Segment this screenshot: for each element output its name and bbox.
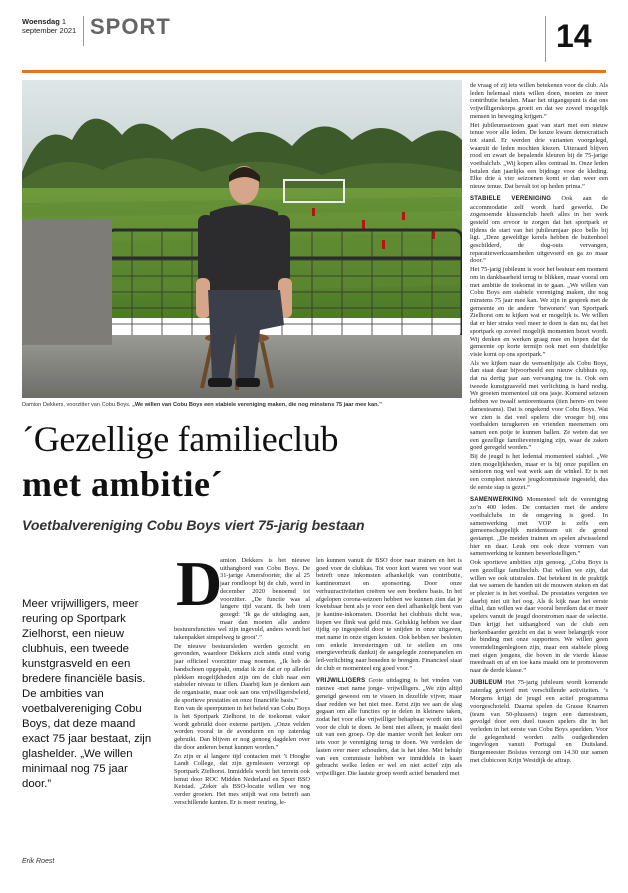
accent-rule (22, 70, 606, 73)
page-number: 14 (556, 18, 592, 54)
article-intro: Meer vrijwilligers, meer reuring op Sportpark Zielhorst, een nieuw clubhuis, een tweede kunstgrasveld en een bredere financiële basis. De ambities van voetbalvereniging Cobu Boys, dat deze maand exact 75 jaar bestaat, zijn glashelder. „We willen minimaal nog 75 jaar door.” (22, 598, 152, 790)
article-column-1 (174, 548, 310, 807)
paragraph: Zo zijn er al langere tijd contacten met ’t Hooghe Landt College, dat zijn gymlessen verzorgt op Sportpark Zielhorst. Inmiddels wordt het terrein ook benut door ROC Midden Nederland en Sport BSO Keistad. „Zeker als BSO-locatie willen we nog verder groeien. Het mes snijdt wat ons betreft aan verschillende kanten. Er is meer reuring, le- (174, 752, 310, 806)
header-month-year: september 2021 (22, 26, 77, 35)
article-title-line2: met ambitie´ (22, 464, 223, 504)
paragraph: de vraag of zij iets willen betekenen voor de club. Als leden helemaal niets willen doen, moeten ze meer contributie betalen. Maar het uitgangspunt is dat ons vrijwilligerskorps groeit en dat we zoveel mogelijk mensen in beweging krijgen.” (470, 82, 608, 120)
photo-illustration (22, 80, 462, 398)
paragraph: len kunnen vanuit de BSO door naar trainen en het is goed voor de clubkas. Tot voor kort waren we voor wat betreft onze inkomsten afhankelijk van contributie, kantineomzet en sponsoring. Door onze verhuuractiviteiten creëren we een bredere basis. In het afgelopen corona-seizoen hebben we kunnen zien dat je kwetsbaar bent als je voor een deel afhankelijk bent van je kantine-inkomsten. Doordat het clubhuis dicht was, liepen we flink wat geld mis. Gelukkig hebben we daar tijdig op ingespeeld door te snijden in onze uitgaven, met name in onze eigen kosten. Ook hebben we besloten om enkele investeringen uit te stellen en ons energieverbruik dankzij de aangelegde zonnepanelen en led-verlichting naar beneden te brengen. Financieel staat de club er momenteel erg goed voor.” (316, 557, 462, 672)
paragraph: Het jubileumseizoen gaat van start met een nieuw tenue voor alle leden. De keuze kwam democratisch tot stand. Er werden drie varianten voorgelegd, waaruit de leden mochten kiezen. Uiteraard blijven rood en zwart de bepalende kleuren bij de 75-jarige voetbalclub. „Wij kopen alles centraal in. Onze leden betalen dan jaarlijks een bijdrage voor de kleding. Elke drie à vier seizoenen komt er dan weer een nieuw tenue. Dat bevalt tot op heden prima.” (470, 121, 608, 191)
caption-quote: „We willen van Cobu Boys een stabiele vereniging maken, die nog minstens 75 jaar mee kan.” (132, 402, 382, 408)
paragraph (174, 548, 310, 642)
article-author: Erik Roest (22, 858, 55, 865)
article-title-line1: ´Gezellige familieclub (22, 419, 339, 459)
paragraph (470, 679, 608, 765)
paragraph (316, 677, 462, 778)
paragraph-text: Ook aan de accommodatie zelf wordt hard gewerkt. De zogenoemde klussenclub heeft alles in het werk gesteld om ervoor te zorgen dat het sportpark er tijdens de start van het jubileumjaar pico bello bij ligt. „Deze geweldige kerels hebben de buitenboel geschilderd, de dug-outs vervangen, reparatiewerkzaamheden uitgevoerd en ga zo maar door.” (470, 194, 608, 265)
caption-name: Damion Dekkers, voorzitter van Cobu Boys. (22, 402, 131, 408)
paragraph: Een van de speerpunten in het beleid van Cobu Boys is het Sportpark Zielhorst in de toekomst vaker wordt gebruikt door externe partijen. „Onze velden worden vooral in de avonduren en op zaterdag gebruikt. Dan blijven er nog genoeg dagdelen over die door anderen benut kunnen worden.” (174, 705, 310, 751)
paragraph: Het 75-jarig jubileum is voor het bestuur een moment om in dankbaarheid terug te blikken, maar vooral om met ambitie de toekomst in te gaan. „We willen van Cobu Boys een stabiele vereniging maken, die nog minstens 75 jaar mee kan. We zijn in gesprek met de gemeente en de andere ‘bewoners’ van Sportpark Zielhorst om te kijken wat er mogelijk is. We willen dat er hier straks veel meer te doen is dan nu, dat het sportpark op zoveel mogelijk momenten bezet wordt. Wij denken en werken graag mee en hopen dat de gemeente op korte termijn ook met een duidelijke visie komt op ons sportpark.” (470, 266, 608, 358)
paragraph-text: Grote uitdaging is het vinden van nieuwe -met name jonge- vrijwilligers. „We zijn altijd geneigd geweest om te vissen in dezelfde vijver, maar daar redden we het niet mee. Eerst zijn we aan de slag gegaan om alle functies op te delen in kleinere taken, zodat het voor elke vrijwilliger behapbaar wordt om iets voor de club te doen. Je bent niet alleen, je maakt deel uit van een groep. Op die manier wordt het leuker om iets voor je vereniging terug te doen. We verdelen de lasten over meer schouders, dat is het idee. Met behulp van een commissie hebben we inmiddels in kaart gebracht welke leden er wel en niet actief zijn als vrijwilliger. Die laatste groep wordt actief benaderd met (316, 676, 462, 777)
subheading: VRIJWILLIGERS (316, 677, 366, 684)
subheading: JUBILEUM (470, 679, 503, 686)
subheading: STABIELE VERENIGING (470, 195, 552, 202)
header-day: Woensdag (22, 17, 60, 26)
drop-cap: D (176, 548, 223, 619)
article-photo (22, 80, 462, 398)
paragraph-text: Het 75-jarig jubileum wordt komende zaterdag gevierd met verschillende activiteiten. ‘s Morgens krijgt de jeugd een actief programma voorgeschoteld. Daarna spelen de Grasse Knarren (team van 50-plussers) tegen een damesteam, gevolgd door een duel tussen spelers die in het verleden in het eerste van Cobu Boys speelden. Voor de gelegenheid worden zelfs oudgedienden ingevlogen vanuit Portugal en Duitsland. Burgemeester Bolsius verzorgt om 14.30 uur samen met clubicoon Krijn Westdijk de aftrap. (470, 678, 608, 764)
header-divider (83, 16, 84, 46)
subheading: SAMENWERKING (470, 496, 524, 503)
paragraph (470, 496, 608, 559)
article-column-2 (316, 557, 462, 778)
paragraph: De nieuwe bestuursleden werden gezocht en gevonden, waardoor Dekkers zich sinds eind vorig jaar officieel voorzitter mag noemen. „Ik heb de handschoen opgepakt, omdat ik zie dat er op allerlei plekken mogelijkheden zijn om de club naar een stabieler niveau te tillen. Daarbij kun je denken aan de organisatie, maar ook aan ons vrijwilligersbeleid, de sportieve prestaties en onze financiële basis.” (174, 642, 310, 704)
header-date (22, 17, 82, 35)
drop-cap-space (174, 548, 223, 619)
paragraph: Als we kijken naar de wensenlijstje als Cobu Boys, dan staat daar bijvoorbeeld een nieuw clubhuis op, dat na dertig jaar aan vervanging toe is. Ook een tweede kunstgrasveld met verlichting is hard nodig. We groeien momenteel uit ons jasje. Komend seizoen hebben we twaalf seniorenteams (tien heren- en twee damesteams). Dat is ongekend voor Cobu Boys. Wat we zien is dat veel spelers die vroeger bij ons voetbalden terugkeren en vrienden meenemen om samen een potje te kunnen ballen. Ze weten dat we een gezellige familievereniging zijn, waar de zaken goed geregeld worden.” (470, 359, 608, 452)
paragraph: Bij de jeugd is het ledental momenteel stabiel. „We zien mogelijkheden, maar er is bij onze pupillen en senioren nog wel wat werk aan de winkel. Er is net een compleet nieuwe jeugdcommissie ingesteld, dus de eerste stap is gezet.” (470, 453, 608, 491)
paragraph-text: amion Dekkers is het nieuwe uithangbord van Cobu Boys. De 31-jarige Amersfoorter, die al 25 jaar rondloopt bij de club, werd in december 2020 benoemd tot voorzitter. „De functie was al langere tijd vacant. Ik heb toen gezegd: ‘Ik ga de uitdaging aan, maar dan moeten alle andere bestuursfuncties wel zijn ingevuld, anders wordt het takenpakket simpelweg te groot’.” (174, 557, 310, 642)
header-date-num: 1 (61, 17, 67, 26)
article-column-3 (470, 82, 608, 764)
photo-caption (22, 402, 462, 408)
paragraph: Ook sportieve ambities zijn genoeg. „Cobu Boys is een gezellige familieclub. Dat willen we zijn, dat willen we ook uitstralen. Dat betekent in de praktijk dat we samen de handen uit de mouwen steken en dat er plezier is in het voetbal. De prestaties vergeten we daarbij niet uit het oog. Als ik kijk naar het eerste elftal, dan willen we daar vooral bereiken dat er meer spelers vanuit de jeugd doorstromen naar de selectie. Dan krijgt het uithangbord van de club een herkenbaarder gezicht en dat is weer belangrijk voor de binding met onze supporters. We willen geen vreemdelingenlegioen zijn, maar een stabiele ploeg met eigen jongens, die boven in de vierde klasse meedraait en af en toe kans maakt om te promoveren naar de derde klasse.” (470, 559, 608, 675)
article-subtitle: Voetbalvereniging Cobu Boys viert 75-jarig bestaan (22, 517, 365, 533)
section-title: SPORT (90, 14, 171, 39)
paragraph (470, 195, 608, 265)
header-divider (545, 16, 546, 62)
paragraph-text: Momenteel telt de vereniging zo’n 400 leden. De contacten met de andere voetbalclubs in de omgeving is goed. In samenwerking met VOP is zelfs een gemeenschappelijk meidenteam uit de grond gestampt. „De meiden trainen en spelen afwisselend hier en daar. Leuk om ook deze vormen van samenwerking te kunnen bewerkstelligen.” (470, 495, 608, 558)
